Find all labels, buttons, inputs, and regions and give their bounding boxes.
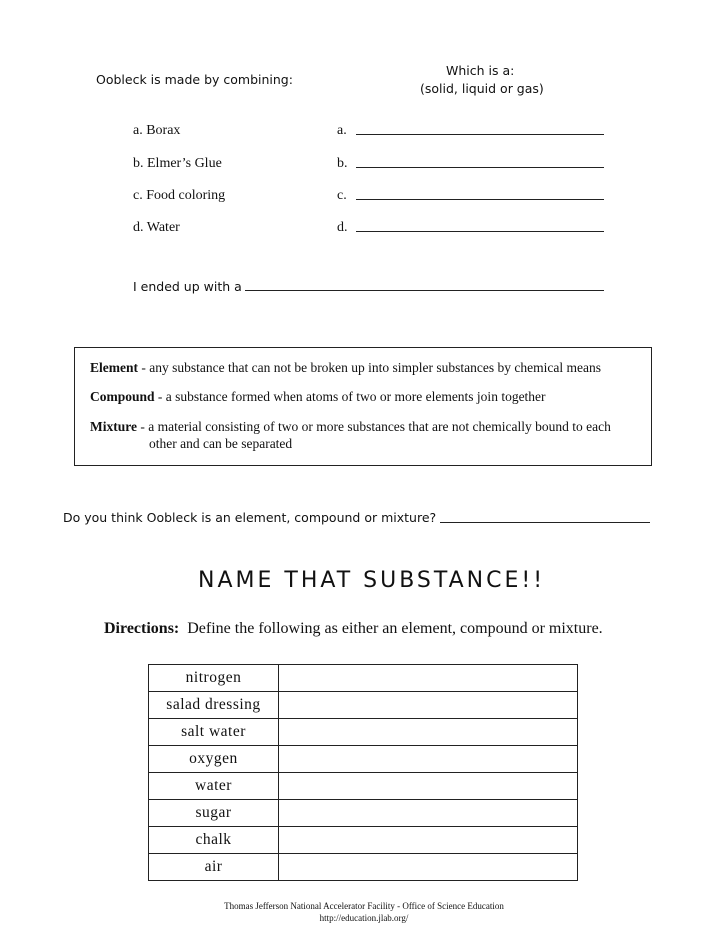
question-blank[interactable] <box>440 522 650 523</box>
answer-blank-b[interactable] <box>356 167 604 168</box>
answer-letter-a: a. <box>337 123 347 138</box>
table-row <box>149 773 578 800</box>
substance-name: nitrogen <box>149 665 279 692</box>
answer-cell[interactable] <box>279 827 578 854</box>
table-row <box>149 800 578 827</box>
compound-text: - a substance formed when atoms of two or more elements join together <box>154 389 546 404</box>
ingredient-c: c. Food coloring <box>133 188 226 203</box>
table-row <box>149 665 578 692</box>
table-row <box>149 746 578 773</box>
mixture-definition-cont <box>149 436 292 452</box>
states-heading: (solid, liquid or gas) <box>420 81 544 96</box>
answer-letter-c: c. <box>337 188 347 203</box>
substance-name: sugar <box>149 800 279 827</box>
answer-cell[interactable] <box>279 854 578 881</box>
directions-text: Define the following as either an element, compound or mixture. <box>187 620 603 637</box>
answer-cell[interactable] <box>279 692 578 719</box>
directions <box>104 620 603 638</box>
element-definition <box>90 360 601 376</box>
section-title: NAME THAT SUBSTANCE!! <box>198 568 546 593</box>
made-by-heading: Oobleck is made by combining: <box>96 72 293 87</box>
substance-name: air <box>149 854 279 881</box>
substances-table <box>148 664 578 881</box>
ended-up-blank[interactable] <box>245 290 604 291</box>
ended-up-label: I ended up with a <box>133 279 242 294</box>
answer-blank-d[interactable] <box>356 231 604 232</box>
substance-name: water <box>149 773 279 800</box>
answer-cell[interactable] <box>279 773 578 800</box>
table-row <box>149 719 578 746</box>
mixture-text-1: - a material consisting of two or more substances that are not chemically bound to each <box>137 419 611 434</box>
element-text: - any substance that can not be broken up into simpler substances by chemical means <box>138 360 601 375</box>
answer-letter-b: b. <box>337 156 348 171</box>
element-term: Element <box>90 360 138 375</box>
compound-definition <box>90 389 546 405</box>
ingredient-a: a. Borax <box>133 123 181 138</box>
which-is-heading: Which is a: <box>446 63 515 78</box>
answer-letter-d: d. <box>337 220 348 235</box>
table-row <box>149 692 578 719</box>
table-row <box>149 854 578 881</box>
ingredient-b: b. Elmer’s Glue <box>133 156 222 171</box>
mixture-term: Mixture <box>90 419 137 434</box>
substance-name: chalk <box>149 827 279 854</box>
compound-term: Compound <box>90 389 155 404</box>
answer-cell[interactable] <box>279 719 578 746</box>
ingredient-d: d. Water <box>133 220 180 235</box>
mixture-definition <box>90 419 611 435</box>
answer-blank-c[interactable] <box>356 199 604 200</box>
oobleck-question: Do you think Oobleck is an element, compound or mixture? <box>63 510 437 525</box>
answer-cell[interactable] <box>279 800 578 827</box>
answer-cell[interactable] <box>279 665 578 692</box>
substance-name: oxygen <box>149 746 279 773</box>
footer-url[interactable]: http://education.jlab.org/ <box>319 913 409 923</box>
substance-name: salad dressing <box>149 692 279 719</box>
answer-cell[interactable] <box>279 746 578 773</box>
answer-blank-a[interactable] <box>356 134 604 135</box>
directions-label: Directions: <box>104 620 180 637</box>
definitions-box <box>74 347 652 466</box>
mixture-text-2: other and can be separated <box>149 436 293 451</box>
footer-institution: Thomas Jefferson National Accelerator Facility - Office of Science Education <box>224 901 504 911</box>
substance-name: salt water <box>149 719 279 746</box>
table-row <box>149 827 578 854</box>
